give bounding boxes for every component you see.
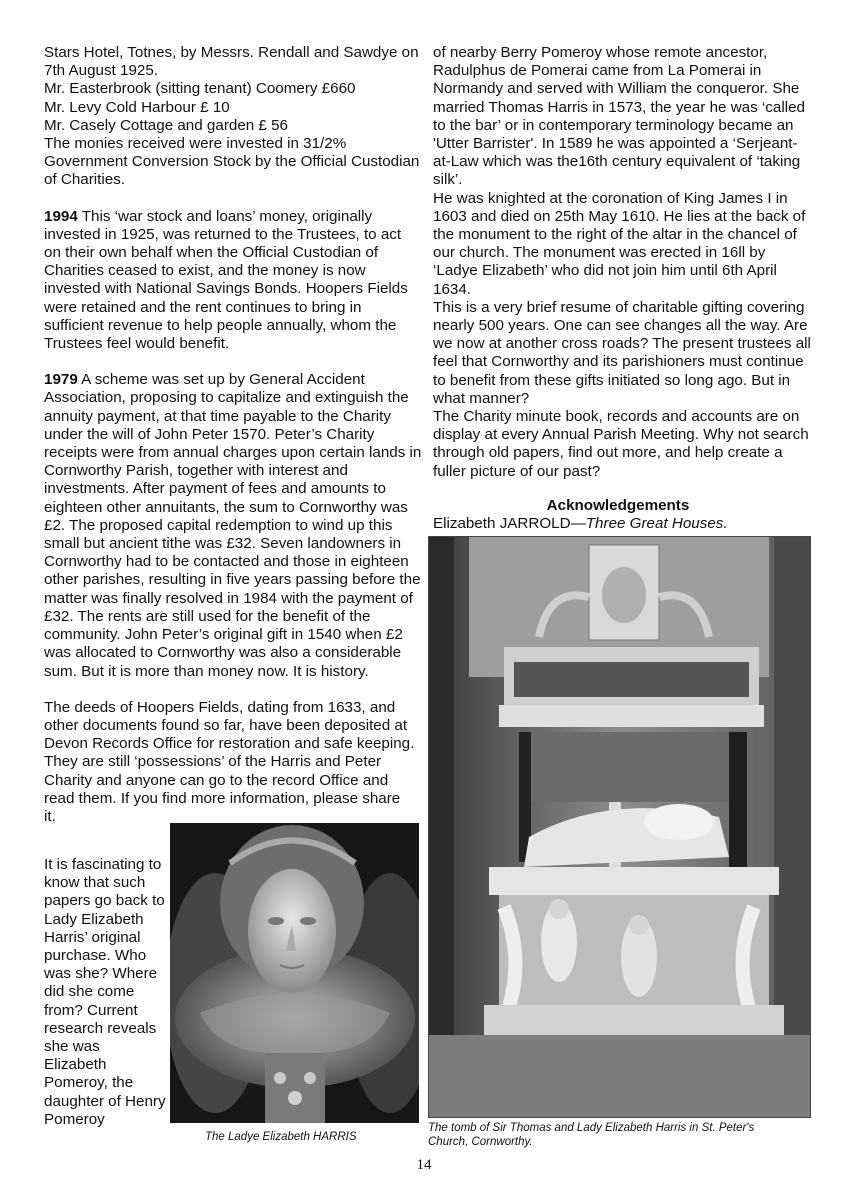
paragraph-fascinating: It is fascinating to know that such papers go back to Lady Elizabeth Harris’ original purchase. Who was she? Where did she come from? Current research reveals she was Elizabeth Pomeroy, the daughter of Henry Pomeroy xyxy=(44,856,166,1128)
lady-harris-effigy-photo xyxy=(170,823,419,1123)
effigy-illustration xyxy=(170,823,419,1123)
page-number: 14 xyxy=(416,1157,432,1173)
year-1994: 1994 xyxy=(44,207,78,225)
year-1979: 1979 xyxy=(44,371,78,389)
paragraph-deeds: The deeds of Hoopers Fields, dating from 1633, and other documents found so far, have been deposited at Devon Records Office for restoration and safe keeping. They are still ‘possessions’ of the Harris and Peter Charity and anyone can go to the record Office and read them. If you find more information, please share it. xyxy=(44,698,415,825)
right-column xyxy=(433,44,813,481)
paragraph-resume: This is a very brief resume of charitable gifting covering nearly 500 years. One can see changes all the way. Are we now at another cross roads? The present trustees all feel that Cornworthy and its parishioners must continue to benefit from these gifts initiated so long ago. But in what manner? xyxy=(433,298,811,407)
acknowledgements-credit: Elizabeth JARROLD—Three Great Houses. xyxy=(433,515,728,532)
paragraph-pomeroy: of nearby Berry Pomeroy whose remote ancestor, Radulphus de Pomerai came from La Pomerai in Normandy and served with William the conqueror. She married Thomas Harris in 1573, the year he was ‘called to the bar’ or in contemporary terminology became an 'Utter Barrister'. In 1589 he was appointed a ‘Serjeant-at-Law which was the16th century equivalent of ‘taking silk’. xyxy=(433,44,805,189)
paragraph-1979: 1979 A scheme was set up by General Accident Association, proposing to capitalize and extinguish the annuity payment, at that time payable to the Charity under the will of John Peter 1570. Peter’s Charity receipts were from annual charges upon certain lands in Cornworthy Parish, together with interest and investments. After payment of fees and amounts to eighteen other annuitants, the sum to Cornworthy was £2. The proposed capital redemption to wind up this small but ancient tithe was £32. Seven landowners in Cornworthy had to be contacted and those in eighteen other parishes, resulting in five years passing before the matter was finally resolved in 1984 with the payment of £32. The rents are still used for the benefit of the community. John Peter’s original gift in 1540 when £2 was allocated to Cornworthy was also a considerable sum. But it is more than money now. It is history. xyxy=(44,371,422,680)
acknowledgements-heading: Acknowledgements xyxy=(546,497,690,514)
paragraph-knighted: He was knighted at the coronation of King James I in 1603 and died on 25th May 1610. He lies at the back of the monument to the right of the altar in the chancel of our church. The monument was erected in 16ll by ‘Ladye Elizabeth’ who did not join him until 6th April 1634. xyxy=(433,189,806,298)
paragraph-1994: 1994 This ‘war stock and loans’ money, originally invested in 1925, was returned to the Trustees, to act on their own behalf when the Official Custodian of Charities ceased to exist, and the money is now invested with National Savings Bonds. Hoopers Fields were retained and the rent continues to bring in sufficient revenue to help people annually, whom the Trustees feel would benefit. xyxy=(44,207,408,353)
left-column xyxy=(44,44,422,826)
work-title: Three Great Houses. xyxy=(585,515,728,532)
paragraph-sale: Stars Hotel, Totnes, by Messrs. Rendall and Sawdye on 7th August 1925. Mr. Easterbrook (sitting tenant) Coomery £660 Mr. Levy Cold Harbour £ 10 Mr. Casely Cottage and garden £ 56 The monies received were invested in 31/2% Government Conversion Stock by the Official Custodian of Charities. xyxy=(44,44,420,189)
harris-tomb-photo xyxy=(428,536,811,1118)
tomb-illustration xyxy=(429,537,810,1117)
caption-tomb: The tomb of Sir Thomas and Lady Elizabeth Harris in St. Peter's Church, Cornworthy. xyxy=(428,1122,755,1148)
paragraph-minute-book: The Charity minute book, records and accounts are on display at every Annual Parish Meeting. Why not search through old papers, find out more, and help create a fuller picture of our past? xyxy=(433,408,809,480)
caption-lady-harris: The Ladye Elizabeth HARRIS xyxy=(205,1131,357,1143)
